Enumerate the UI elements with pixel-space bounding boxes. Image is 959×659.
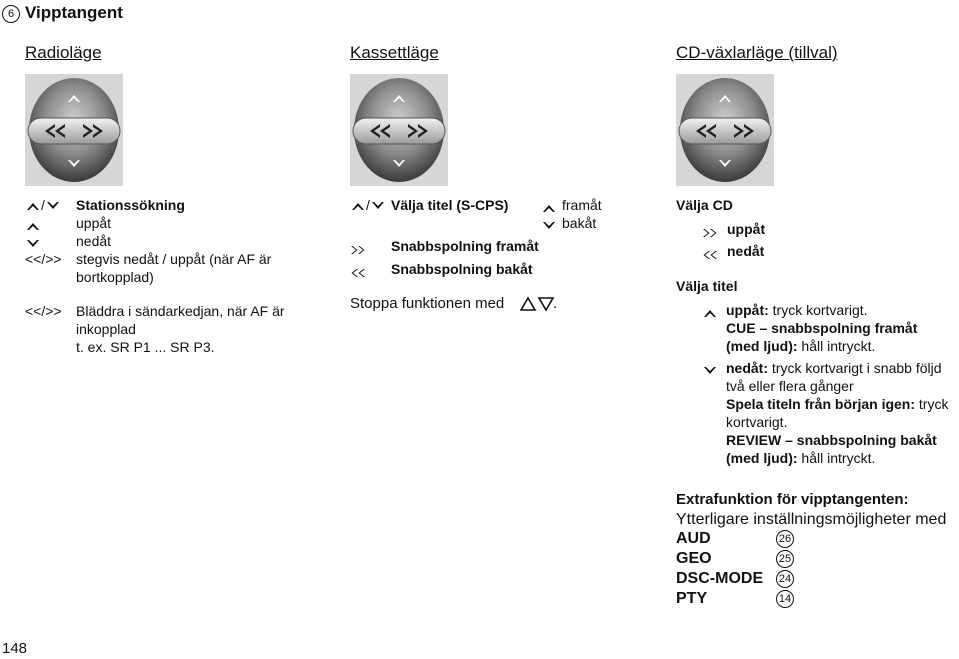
- cassette-stop-period: .: [553, 295, 558, 312]
- radio-step-key: <</>>: [25, 251, 62, 267]
- up-down-triangle-icon: [520, 296, 556, 312]
- extra-item-label: GEO: [676, 550, 712, 567]
- chevron-up-icon: [350, 200, 366, 212]
- chevron-up-icon: [25, 217, 41, 235]
- page-number: 148: [2, 640, 28, 657]
- cd-cue-line: CUE – snabbspolning framåt: [726, 320, 918, 336]
- chevron-up-icon: [702, 304, 718, 322]
- double-chevron-right-icon: [702, 224, 718, 242]
- chevron-down-icon: [370, 200, 386, 212]
- extra-item-ref-badge: 14: [776, 589, 794, 608]
- radio-browse-line1: Bläddra i sändarkedjan, när AF är: [76, 303, 285, 319]
- chevron-down-icon: [702, 362, 718, 380]
- extra-item-ref-badge: 24: [776, 569, 794, 588]
- chevron-down-icon: [45, 200, 61, 212]
- cd-title-down-line2: två eller flera gånger: [726, 378, 854, 394]
- cd-review-line: REVIEW – snabbspolning bakåt: [726, 432, 937, 448]
- rocker-switch-image: [676, 74, 774, 186]
- cd-down-label: nedåt: [727, 243, 765, 259]
- double-chevron-left-icon: [350, 264, 366, 282]
- radio-step-line2: bortkopplad): [76, 269, 154, 285]
- chevron-up-icon: [25, 200, 41, 212]
- extra-item-label: DSC-MODE: [676, 570, 764, 587]
- radio-browse-key: <</>>: [25, 303, 62, 319]
- extra-item-ref-badge: 26: [776, 529, 794, 548]
- radio-browse-line3: t. ex. SR P1 ... SR P3.: [76, 339, 215, 355]
- cassette-select-title-label: Välja titel (S-CPS): [391, 197, 509, 213]
- extra-function-heading: Extrafunktion för vipptangenten:: [676, 491, 909, 508]
- rocker-switch-image: [350, 74, 448, 186]
- cd-mode-heading: CD-växlarläge (tillval): [676, 43, 838, 62]
- cd-restart-line: Spela titeln från början igen: tryck: [726, 396, 949, 412]
- cd-select-cd-heading: Välja CD: [676, 197, 733, 213]
- cd-select-title-heading: Välja titel: [676, 278, 738, 294]
- cassette-rewind-label: Snabbspolning bakåt: [391, 261, 533, 277]
- radio-browse-line2: inkopplad: [76, 321, 136, 337]
- double-chevron-right-icon: [350, 241, 366, 259]
- extra-item-label: PTY: [676, 590, 708, 607]
- cassette-fast-forward-label: Snabbspolning framåt: [391, 238, 539, 254]
- cassette-back-label: bakåt: [562, 215, 597, 231]
- cassette-stop-line: [350, 294, 504, 313]
- extra-item-label: AUD: [676, 530, 711, 547]
- radio-up-label: uppåt: [76, 215, 112, 231]
- radio-mode-heading: Radioläge: [25, 43, 102, 62]
- cd-title-up-line: uppåt: tryck kortvarigt.: [726, 302, 868, 318]
- extra-function-subline: Ytterligare inställningsmöjligheter med: [676, 511, 947, 528]
- cd-restart-line2: kortvarigt.: [726, 414, 788, 430]
- cassette-stop-text: Stoppa funktionen med: [350, 295, 505, 312]
- radio-row-station-search: /: [25, 196, 61, 214]
- cd-title-down-line: nedåt: tryck kortvarigt i snabb följd: [726, 360, 942, 376]
- chevron-up-icon: [541, 199, 557, 217]
- cd-up-label: uppåt: [727, 221, 766, 237]
- cassette-forward-label: framåt: [562, 197, 602, 213]
- radio-down-label: nedåt: [76, 233, 112, 249]
- cd-review-hold-line: (med ljud): håll intryckt.: [726, 450, 876, 466]
- section-number-badge: 6: [2, 4, 20, 23]
- cassette-mode-heading: Kassettläge: [350, 43, 439, 62]
- radio-step-line1: stegvis nedåt / uppåt (när AF är: [76, 251, 272, 267]
- extra-item-ref-badge: 25: [776, 549, 794, 568]
- chevron-down-icon: [541, 217, 557, 235]
- double-chevron-left-icon: [702, 246, 718, 264]
- rocker-switch-image: [25, 74, 123, 186]
- cd-cue-hold-line: (med ljud): håll intryckt.: [726, 338, 876, 354]
- page-title: Vipptangent: [25, 3, 123, 22]
- radio-station-search-label: Stationssökning: [76, 197, 185, 213]
- cassette-row-select-title: /: [350, 196, 386, 214]
